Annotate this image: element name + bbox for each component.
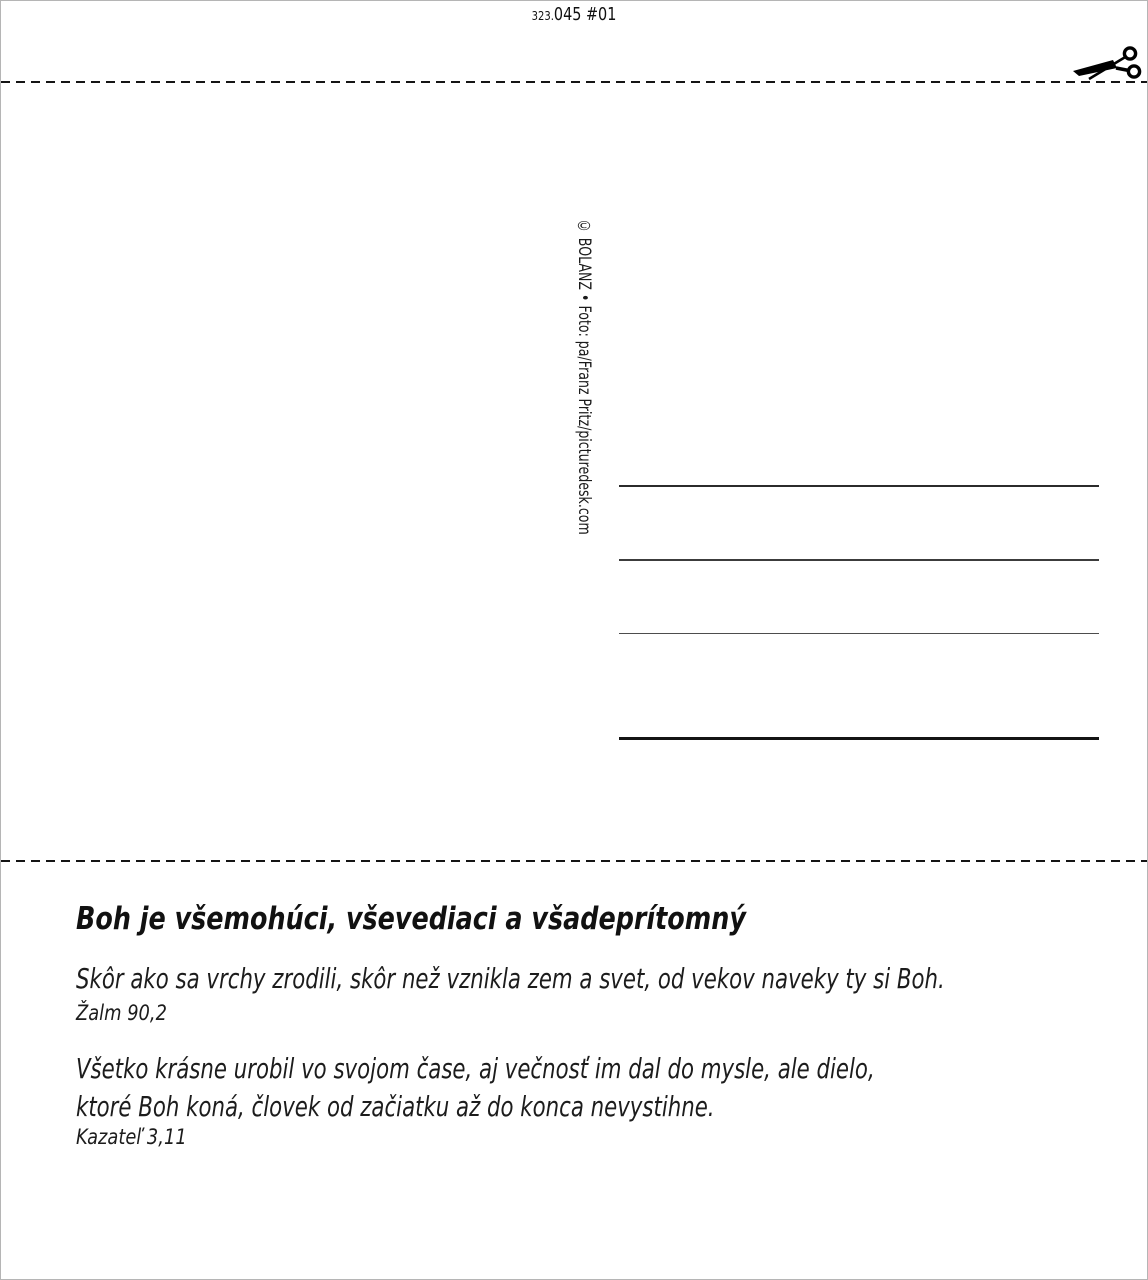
address-line-1 xyxy=(619,485,1099,487)
product-code-number: 045 #01 xyxy=(553,4,617,25)
verse-block-title: Boh je všemohúci, vševediaci a všadeprítomný xyxy=(76,901,746,937)
cut-line-top xyxy=(1,81,1148,83)
product-code-prefix: 323. xyxy=(531,8,554,23)
cut-line-bottom xyxy=(1,860,1148,862)
photo-credit: © BOLANZ • Foto: pa/Franz Pritz/picturedesk.com xyxy=(574,219,594,535)
quote2-reference: Kazateľ 3,11 xyxy=(76,1125,187,1149)
quote2-line2: ktoré Boh koná, človek od začiatku až do konca nevystihne. xyxy=(76,1090,715,1123)
address-line-4 xyxy=(619,737,1099,740)
quote1-line1: Skôr ako sa vrchy zrodili, skôr než vznikla zem a svet, od vekov naveky ty si Boh. xyxy=(76,962,945,995)
scissors-icon xyxy=(1071,45,1145,85)
address-line-3 xyxy=(619,633,1099,634)
address-line-2 xyxy=(619,559,1099,561)
quote2-line1: Všetko krásne urobil vo svojom čase, aj večnosť im dal do mysle, ale dielo, xyxy=(76,1052,875,1085)
quote1-reference: Žalm 90,2 xyxy=(76,1001,167,1025)
product-code xyxy=(532,4,617,25)
